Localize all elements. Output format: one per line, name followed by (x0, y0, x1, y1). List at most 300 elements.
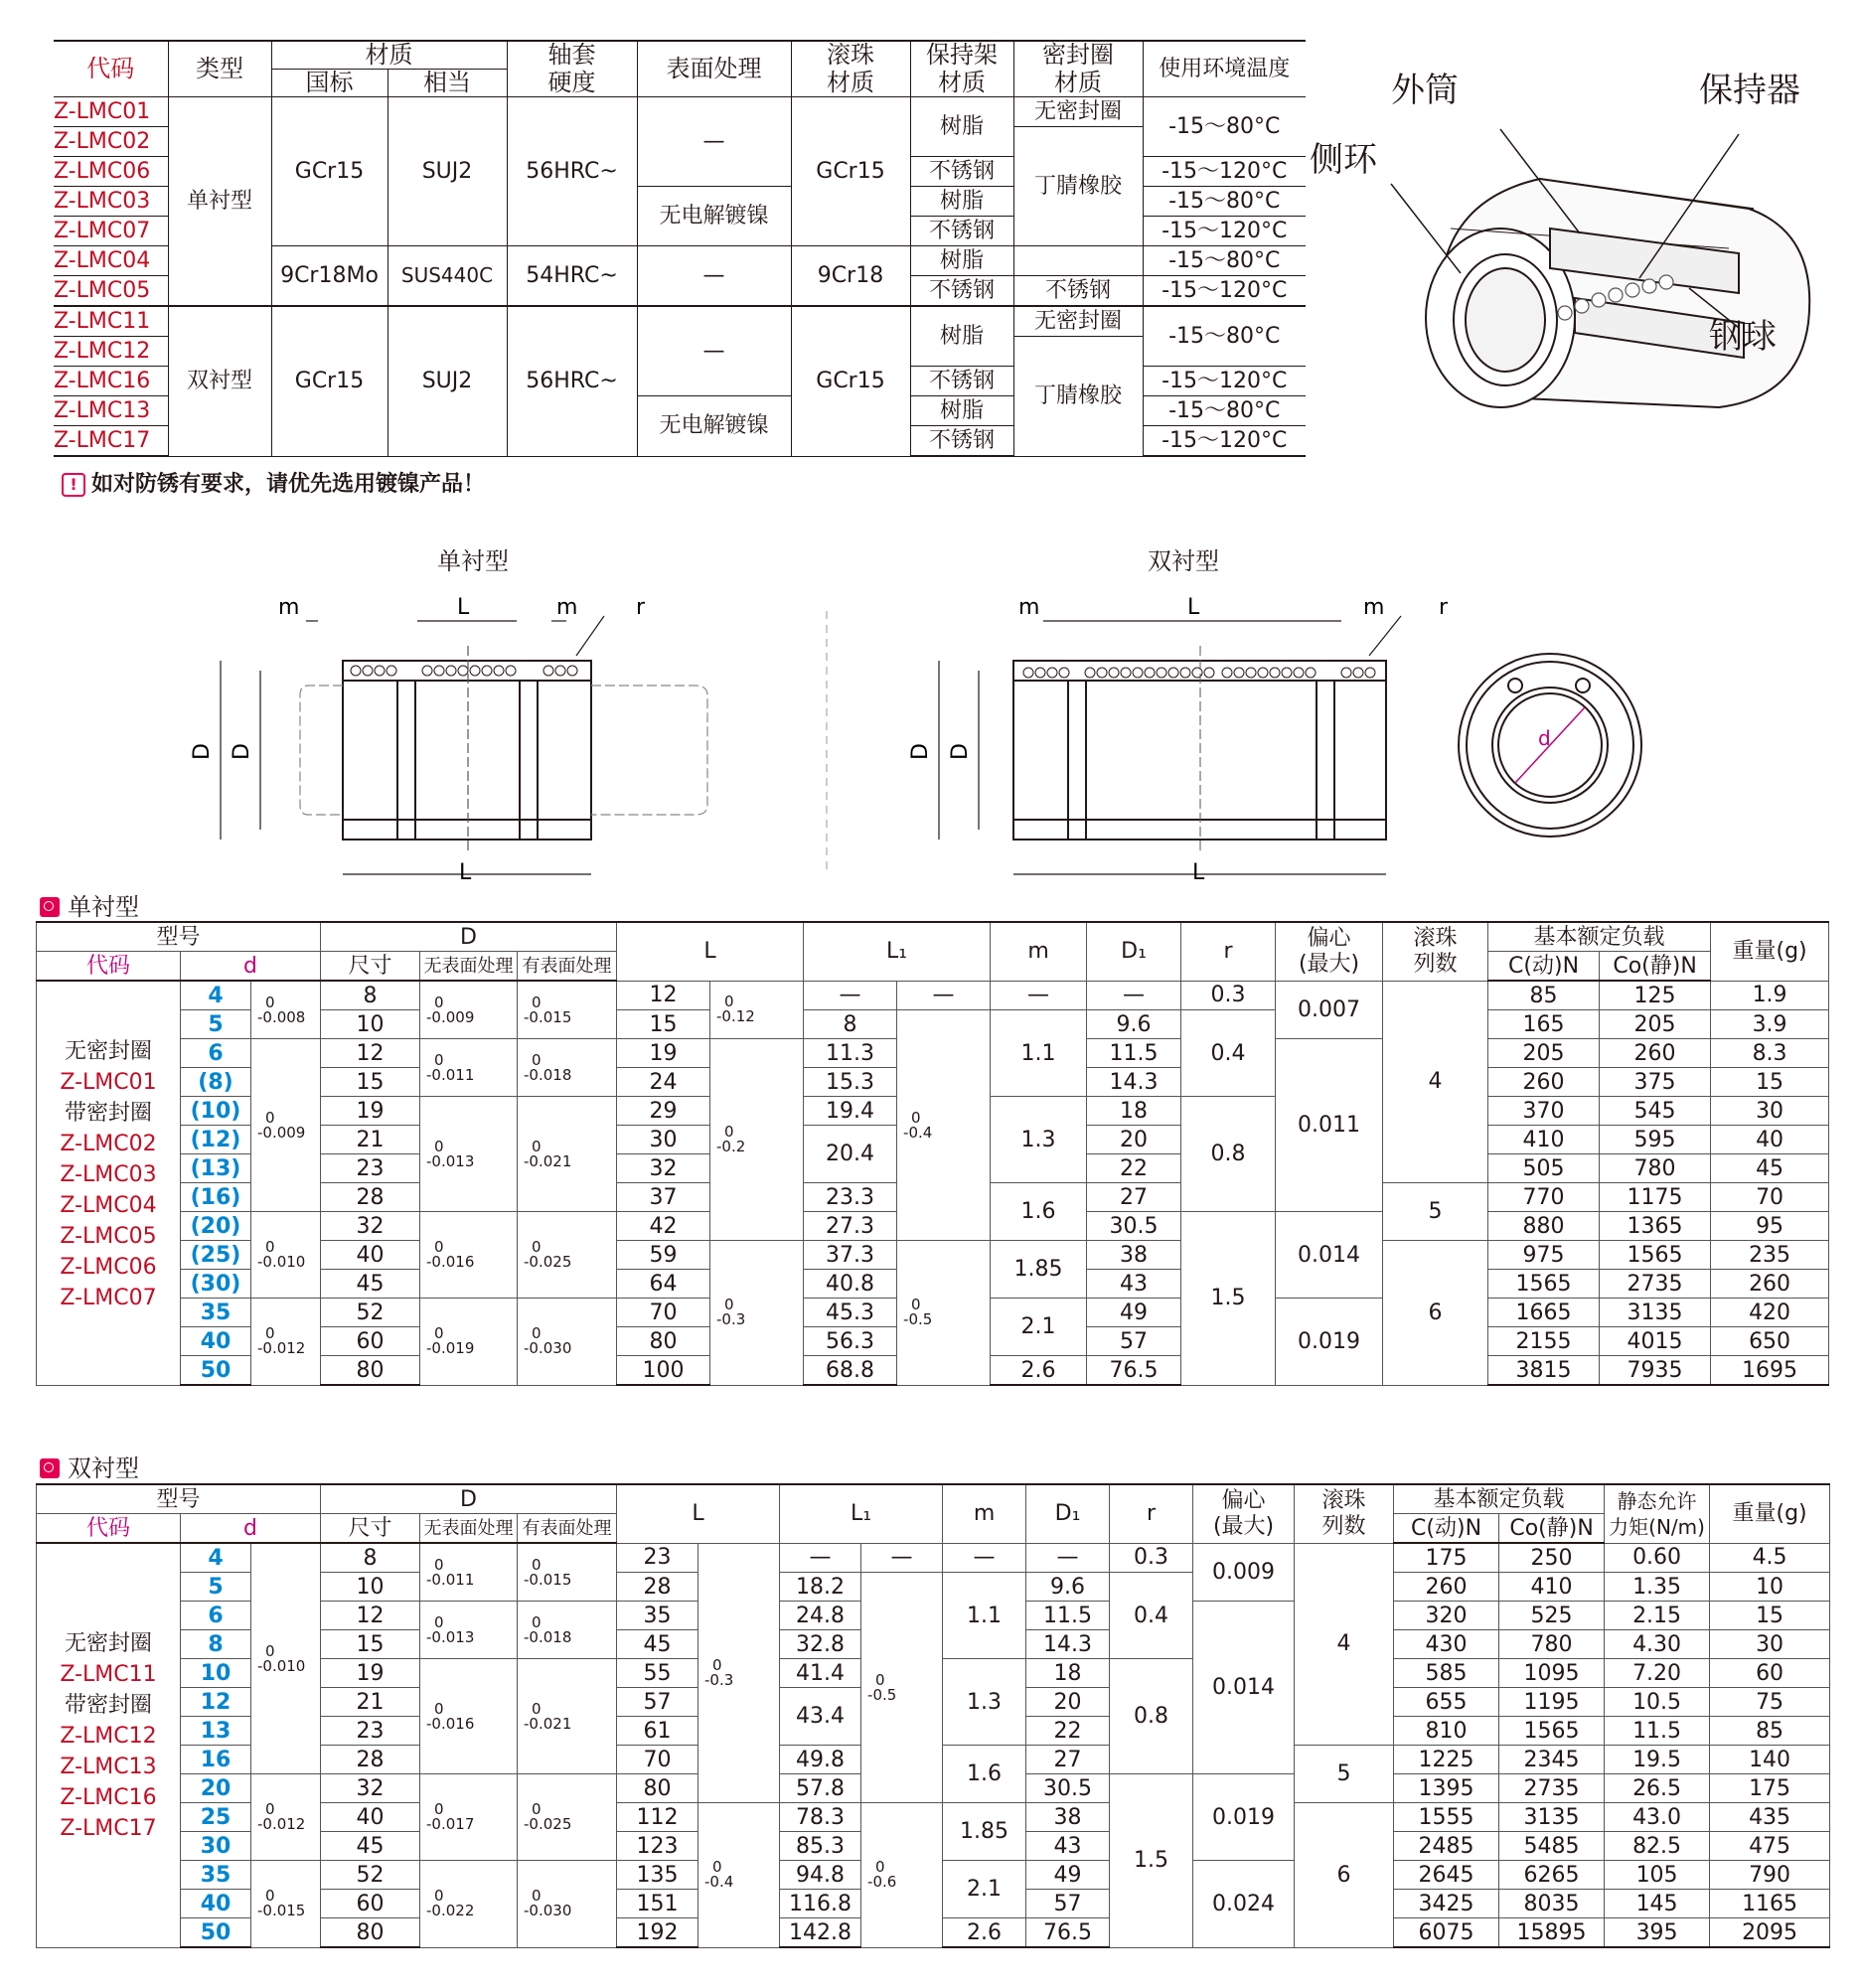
dynamic-load: 1395 (1394, 1774, 1499, 1803)
header-temp: 使用环境温度 (1143, 41, 1306, 97)
dynamic-load: 810 (1394, 1717, 1499, 1746)
D1-value: 43 (1026, 1832, 1110, 1861)
L1-value: 23.3 (804, 1183, 897, 1212)
rust-note-text: 如对防锈有要求，请优先选用镀镍产品！ (91, 472, 486, 497)
static-load: 1095 (1499, 1659, 1605, 1688)
tolerance-cell: 0 -0.013 (420, 1097, 518, 1212)
header-ball: 滚珠 (791, 41, 910, 70)
bearing-illustration (1302, 60, 1838, 417)
weight-value: 8.3 (1711, 1039, 1829, 1068)
D-size: 80 (321, 1356, 420, 1386)
d-value: (25) (181, 1241, 251, 1270)
label-r: r (636, 595, 646, 620)
header-sleeve: 轴套 (507, 41, 637, 70)
L1-value: 27.3 (804, 1212, 897, 1241)
header-L1: L₁ (780, 1484, 943, 1543)
L-value: 59 (617, 1241, 710, 1270)
double-drawing-title: 双衬型 (1148, 547, 1219, 575)
D1-value: 57 (1026, 1890, 1110, 1918)
L1-value: 15.3 (804, 1068, 897, 1097)
label-retainer: 保持器 (1699, 71, 1800, 110)
header-seal-material: 材质 (1013, 70, 1143, 97)
L1-value: 8 (804, 1010, 897, 1039)
L1-value: 94.8 (780, 1861, 861, 1890)
header-load: 基本额定负载 (1488, 922, 1711, 952)
static-load: 780 (1499, 1630, 1605, 1659)
gb-gcr15: GCr15 (271, 306, 388, 456)
tolerance-cell: 0 -0.018 (518, 1602, 617, 1659)
static-load: 5485 (1499, 1832, 1605, 1861)
retainer-resin: 树脂 (910, 97, 1013, 157)
surface-none: — (637, 246, 791, 307)
L-value: 192 (617, 1918, 698, 1948)
seal-nbr: 丁腈橡胶 (1013, 337, 1143, 457)
m-value: 1.1 (991, 1010, 1087, 1097)
equiv-suj2: SUJ2 (388, 97, 507, 246)
L1-value: 116.8 (780, 1890, 861, 1918)
d-value: 4 (181, 981, 251, 1010)
surface-nickel: 无电解镀镍 (637, 396, 791, 457)
weight-value: 75 (1710, 1688, 1830, 1717)
tolerance-cell: 0 -0.030 (518, 1861, 617, 1948)
dynamic-load: 2155 (1488, 1327, 1600, 1356)
static-load: 410 (1499, 1573, 1605, 1602)
L1-value: 68.8 (804, 1356, 897, 1386)
m-value: 2.1 (943, 1861, 1026, 1918)
dynamic-load: 2485 (1394, 1832, 1499, 1861)
rust-note (62, 467, 485, 498)
L-value: 151 (617, 1890, 698, 1918)
header-L: L (617, 1484, 780, 1543)
D-size: 52 (321, 1861, 420, 1890)
header-ecc: 偏心 (最大) (1276, 922, 1383, 981)
m-value: 1.6 (991, 1183, 1087, 1241)
L1-value: — (804, 981, 897, 1010)
seal-nbr: 丁腈橡胶 (1013, 127, 1143, 246)
static-load: 545 (1600, 1097, 1711, 1126)
d-value: 12 (181, 1688, 251, 1717)
static-load: 125 (1600, 981, 1711, 1010)
dynamic-load: 1225 (1394, 1746, 1499, 1774)
d-value: (20) (181, 1212, 251, 1241)
L-value: 70 (617, 1299, 710, 1327)
D-size: 28 (321, 1183, 420, 1212)
header-m: m (943, 1484, 1026, 1543)
dynamic-load: 370 (1488, 1097, 1600, 1126)
L1-value: 18.2 (780, 1573, 861, 1602)
header-code: 代码 (54, 41, 168, 97)
L-value: 135 (617, 1861, 698, 1890)
code-label: 带密封圈 (64, 1101, 152, 1126)
m-value: 1.85 (991, 1241, 1087, 1299)
D-size: 19 (321, 1659, 420, 1688)
D-size: 52 (321, 1299, 420, 1327)
static-load: 6265 (1499, 1861, 1605, 1890)
static-load: 7935 (1600, 1356, 1711, 1386)
code-label: Z-LMC12 (60, 1724, 157, 1749)
static-moment: 1.35 (1605, 1573, 1710, 1602)
header-D1: D₁ (1026, 1484, 1110, 1543)
m-value: 1.3 (943, 1659, 1026, 1746)
tolerance-cell: 0 -0.022 (420, 1861, 518, 1948)
seal-stainless: 不锈钢 (1013, 276, 1143, 307)
d-value: 20 (181, 1774, 251, 1803)
temp-cell: -15～120°C (1143, 426, 1306, 457)
L1-tol-dash: — (861, 1543, 943, 1573)
retainer-stainless: 不锈钢 (910, 217, 1013, 246)
L-value: 24 (617, 1068, 710, 1097)
material-table (54, 40, 1306, 457)
retainer-resin: 树脂 (910, 246, 1013, 276)
D1-value: 30.5 (1087, 1212, 1181, 1241)
label-ball: 钢球 (1709, 317, 1777, 357)
static-load: 375 (1600, 1068, 1711, 1097)
code-label: 带密封圈 (64, 1693, 152, 1718)
circle-marker-icon (40, 897, 60, 917)
header-weight: 重量(g) (1711, 922, 1829, 981)
D-size: 19 (321, 1097, 420, 1126)
code-cell: Z-LMC16 (54, 367, 168, 396)
m-value: 2.6 (943, 1918, 1026, 1948)
header-rows: 滚珠 列数 (1295, 1484, 1394, 1543)
header-D: D (321, 1484, 617, 1514)
code-cell: Z-LMC12 (54, 337, 168, 367)
code-cell: Z-LMC04 (54, 246, 168, 276)
D1-value: 22 (1087, 1154, 1181, 1183)
header-retainer-material: 材质 (910, 70, 1013, 97)
d-value: 10 (181, 1659, 251, 1688)
L-value: 28 (617, 1573, 698, 1602)
code-cell: Z-LMC13 (54, 396, 168, 426)
tolerance-cell: 0 -0.021 (518, 1659, 617, 1774)
L1-value: 43.4 (780, 1688, 861, 1746)
code-cell: Z-LMC02 (54, 127, 168, 157)
retainer-stainless: 不锈钢 (910, 367, 1013, 396)
D1-value: 43 (1087, 1270, 1181, 1299)
hardness-54: 54HRC~ (507, 246, 637, 307)
tolerance-cell: 0 -0.019 (420, 1299, 518, 1386)
d-value: (12) (181, 1126, 251, 1154)
label-D: D (190, 743, 215, 760)
gb-9cr18mo: 9Cr18Mo (271, 246, 388, 307)
D1-value: 18 (1087, 1097, 1181, 1126)
tolerance-cell: 0 -0.011 (420, 1543, 518, 1602)
header-retainer: 保持架 (910, 41, 1013, 70)
d-value: 5 (181, 1573, 251, 1602)
static-moment: 4.30 (1605, 1630, 1710, 1659)
retainer-resin: 树脂 (910, 396, 1013, 426)
D-size: 10 (321, 1573, 420, 1602)
D-size: 60 (321, 1890, 420, 1918)
header-type: 类型 (168, 41, 271, 97)
D1-value: 20 (1026, 1688, 1110, 1717)
label-m: m (556, 595, 578, 620)
ball-9cr18: 9Cr18 (791, 246, 910, 307)
static-load: 260 (1600, 1039, 1711, 1068)
d-value: 6 (181, 1039, 251, 1068)
r-value: 0.4 (1181, 1010, 1276, 1097)
D-size: 10 (321, 1010, 420, 1039)
weight-value: 140 (1710, 1746, 1830, 1774)
weight-value: 1695 (1711, 1356, 1829, 1386)
ball-rows-value: 5 (1383, 1183, 1488, 1241)
ecc-value: 0.007 (1276, 981, 1383, 1039)
L1-value: 20.4 (804, 1126, 897, 1183)
tolerance-cell: 0 -0.009 (251, 1039, 321, 1212)
dynamic-load: 585 (1394, 1659, 1499, 1688)
retainer-resin: 树脂 (910, 187, 1013, 217)
tolerance-cell: 0 -0.015 (518, 1543, 617, 1602)
header-Co: Co(静)N (1499, 1514, 1605, 1544)
tolerance-cell: 0 -0.015 (251, 1861, 321, 1948)
tolerance-cell: 0 -0.013 (420, 1602, 518, 1659)
weight-value: 15 (1710, 1602, 1830, 1630)
label-m: m (1018, 595, 1040, 620)
D1-value: 76.5 (1087, 1356, 1181, 1386)
weight-value: 85 (1710, 1717, 1830, 1746)
static-load: 15895 (1499, 1918, 1605, 1948)
header-model: 型号 (37, 922, 321, 952)
static-load: 8035 (1499, 1890, 1605, 1918)
code-label: Z-LMC16 (60, 1785, 157, 1810)
surface-nickel: 无电解镀镍 (637, 187, 791, 246)
weight-value: 2095 (1710, 1918, 1830, 1948)
ball-gcr15: GCr15 (791, 306, 910, 456)
weight-value: 45 (1711, 1154, 1829, 1183)
label-L1: L (457, 595, 470, 620)
label-side-ring: 侧环 (1310, 140, 1377, 180)
D1-value: 49 (1026, 1861, 1110, 1890)
code-label: Z-LMC17 (60, 1816, 157, 1841)
d-value: (13) (181, 1154, 251, 1183)
temp-cell: -15～120°C (1143, 367, 1306, 396)
header-gb: 国标 (271, 70, 388, 97)
d-value: (30) (181, 1270, 251, 1299)
tolerance-cell: 0 -0.015 (518, 981, 617, 1039)
retainer-resin: 树脂 (910, 306, 1013, 367)
d-value: 35 (181, 1299, 251, 1327)
tolerance-cell: 0 -0.3 (710, 1241, 804, 1386)
code-label: Z-LMC07 (60, 1286, 157, 1310)
D-size: 45 (321, 1270, 420, 1299)
gb-gcr15: GCr15 (271, 97, 388, 246)
r-value: 0.8 (1110, 1659, 1193, 1774)
D-size: 40 (321, 1241, 420, 1270)
L-value: 80 (617, 1774, 698, 1803)
code-cell: Z-LMC03 (54, 187, 168, 217)
weight-value: 235 (1711, 1241, 1829, 1270)
static-moment: 19.5 (1605, 1746, 1710, 1774)
tolerance-cell: 0 -0.016 (420, 1212, 518, 1299)
temp-cell: -15～80°C (1143, 187, 1306, 217)
D1-value: 22 (1026, 1717, 1110, 1746)
L-value: 19 (617, 1039, 710, 1068)
dynamic-load: 205 (1488, 1039, 1600, 1068)
static-load: 1565 (1600, 1241, 1711, 1270)
header-seal: 密封圈 (1013, 41, 1143, 70)
m-value: 1.6 (943, 1746, 1026, 1803)
double-dimension-table (36, 1483, 1830, 1948)
header-L: L (617, 922, 804, 981)
tolerance-cell: 0 -0.017 (420, 1774, 518, 1861)
D1-value: 9.6 (1087, 1010, 1181, 1039)
label-m: m (278, 595, 300, 620)
retainer-stainless: 不锈钢 (910, 157, 1013, 187)
header-D: D (321, 922, 617, 952)
static-moment: 2.15 (1605, 1602, 1710, 1630)
label-D: D (908, 743, 933, 760)
L1-value: 57.8 (780, 1774, 861, 1803)
L-value: 112 (617, 1803, 698, 1832)
L-value: 37 (617, 1183, 710, 1212)
D-size: 23 (321, 1154, 420, 1183)
d-value: 50 (181, 1918, 251, 1948)
equiv-suj2: SUJ2 (388, 306, 507, 456)
d-value: 8 (181, 1630, 251, 1659)
L-value: 123 (617, 1832, 698, 1861)
L1-value: 142.8 (780, 1918, 861, 1948)
D1-value: — (1026, 1543, 1110, 1573)
code-label: Z-LMC01 (60, 1070, 157, 1095)
header-d: d (181, 1514, 321, 1544)
double-section-label: 双衬型 (68, 1454, 139, 1482)
d-value: (16) (181, 1183, 251, 1212)
tolerance-cell: 0 -0.2 (710, 1039, 804, 1241)
d-value: (10) (181, 1097, 251, 1126)
static-load: 1365 (1600, 1212, 1711, 1241)
static-load: 250 (1499, 1543, 1605, 1573)
L1-value: 78.3 (780, 1803, 861, 1832)
D1-value: 27 (1087, 1183, 1181, 1212)
L-value: 70 (617, 1746, 698, 1774)
D1-value: 38 (1087, 1241, 1181, 1270)
code-cell: Z-LMC05 (54, 276, 168, 307)
tolerance-cell: 0 -0.008 (251, 981, 321, 1039)
D-size: 12 (321, 1602, 420, 1630)
static-load: 525 (1499, 1602, 1605, 1630)
d-value: 35 (181, 1861, 251, 1890)
L1-value: — (780, 1543, 861, 1573)
ecc-value: 0.019 (1276, 1299, 1383, 1386)
weight-value: 95 (1711, 1212, 1829, 1241)
header-d: d (181, 952, 321, 982)
label-L1: L (1187, 595, 1200, 620)
label-L: L (1192, 860, 1205, 885)
static-moment: 11.5 (1605, 1717, 1710, 1746)
dynamic-load: 260 (1394, 1573, 1499, 1602)
d-value: 40 (181, 1890, 251, 1918)
dynamic-load: 260 (1488, 1068, 1600, 1097)
dynamic-load: 320 (1394, 1602, 1499, 1630)
tolerance-cell: 0 -0.5 (861, 1573, 943, 1803)
code-label: Z-LMC05 (60, 1224, 157, 1249)
ball-gcr15: GCr15 (791, 97, 910, 246)
L1-value: 19.4 (804, 1097, 897, 1126)
label-r: r (1439, 595, 1449, 620)
D1-value: 14.3 (1026, 1630, 1110, 1659)
L-value: 64 (617, 1270, 710, 1299)
dynamic-load: 880 (1488, 1212, 1600, 1241)
m-value: 2.6 (991, 1356, 1087, 1386)
header-ecc: 偏心 (最大) (1193, 1484, 1295, 1543)
header-code: 代码 (37, 1514, 181, 1544)
weight-value: 475 (1710, 1832, 1830, 1861)
D1-value: 57 (1087, 1327, 1181, 1356)
retainer-stainless: 不锈钢 (910, 426, 1013, 457)
static-load: 1175 (1600, 1183, 1711, 1212)
header-surf: 有表面处理 (518, 1514, 617, 1544)
m-value: — (943, 1543, 1026, 1573)
single-dimension-table (36, 921, 1829, 1386)
D-size: 28 (321, 1746, 420, 1774)
r-value: 0.4 (1110, 1573, 1193, 1659)
D1-value: 38 (1026, 1803, 1110, 1832)
label-L: L (459, 860, 472, 885)
D1-value: 30.5 (1026, 1774, 1110, 1803)
dynamic-load: 655 (1394, 1688, 1499, 1717)
code-cell: Z-LMC11 (54, 306, 168, 337)
tolerance-cell: 0 -0.010 (251, 1212, 321, 1299)
dynamic-load: 3425 (1394, 1890, 1499, 1918)
header-load: 基本额定负载 (1394, 1484, 1605, 1514)
code-label: Z-LMC03 (60, 1162, 157, 1187)
L-value: 35 (617, 1602, 698, 1630)
temp-cell: -15～80°C (1143, 396, 1306, 426)
code-list (37, 981, 181, 1385)
header-L1: L₁ (804, 922, 991, 981)
static-moment: 43.0 (1605, 1803, 1710, 1832)
dynamic-load: 1665 (1488, 1299, 1600, 1327)
surface-none: — (637, 97, 791, 187)
dynamic-load: 2645 (1394, 1861, 1499, 1890)
d-value: 5 (181, 1010, 251, 1039)
D1-value: 11.5 (1026, 1602, 1110, 1630)
temp-cell: -15～80°C (1143, 306, 1306, 367)
single-section-title (40, 887, 139, 922)
code-cell: Z-LMC17 (54, 426, 168, 457)
weight-value: 4.5 (1710, 1543, 1830, 1573)
L-value: 32 (617, 1154, 710, 1183)
L-value: 23 (617, 1543, 698, 1573)
weight-value: 260 (1711, 1270, 1829, 1299)
single-section-label: 单衬型 (68, 893, 139, 921)
static-load: 2735 (1499, 1774, 1605, 1803)
weight-value: 40 (1711, 1126, 1829, 1154)
L1-value: 37.3 (804, 1241, 897, 1270)
static-moment: 145 (1605, 1890, 1710, 1918)
L-value: 30 (617, 1126, 710, 1154)
type-double: 双衬型 (168, 306, 271, 456)
weight-value: 60 (1710, 1659, 1830, 1688)
r-value: 1.5 (1110, 1774, 1193, 1948)
ecc-value: 0.024 (1193, 1861, 1295, 1948)
temp-cell: -15～80°C (1143, 246, 1306, 276)
L1-value: 11.3 (804, 1039, 897, 1068)
L-value: 42 (617, 1212, 710, 1241)
header-material: 材质 (271, 41, 507, 70)
header-D1: D₁ (1087, 922, 1181, 981)
static-load: 4015 (1600, 1327, 1711, 1356)
label-d: d (1538, 726, 1551, 750)
header-code: 代码 (37, 952, 181, 982)
double-section-title (40, 1449, 139, 1483)
L1-value: 45.3 (804, 1299, 897, 1327)
tolerance-cell: 0 -0.012 (251, 1299, 321, 1386)
tolerance-cell: 0 -0.4 (698, 1803, 780, 1948)
code-label: Z-LMC02 (60, 1132, 157, 1156)
D-size: 21 (321, 1688, 420, 1717)
static-moment: 0.60 (1605, 1543, 1710, 1573)
